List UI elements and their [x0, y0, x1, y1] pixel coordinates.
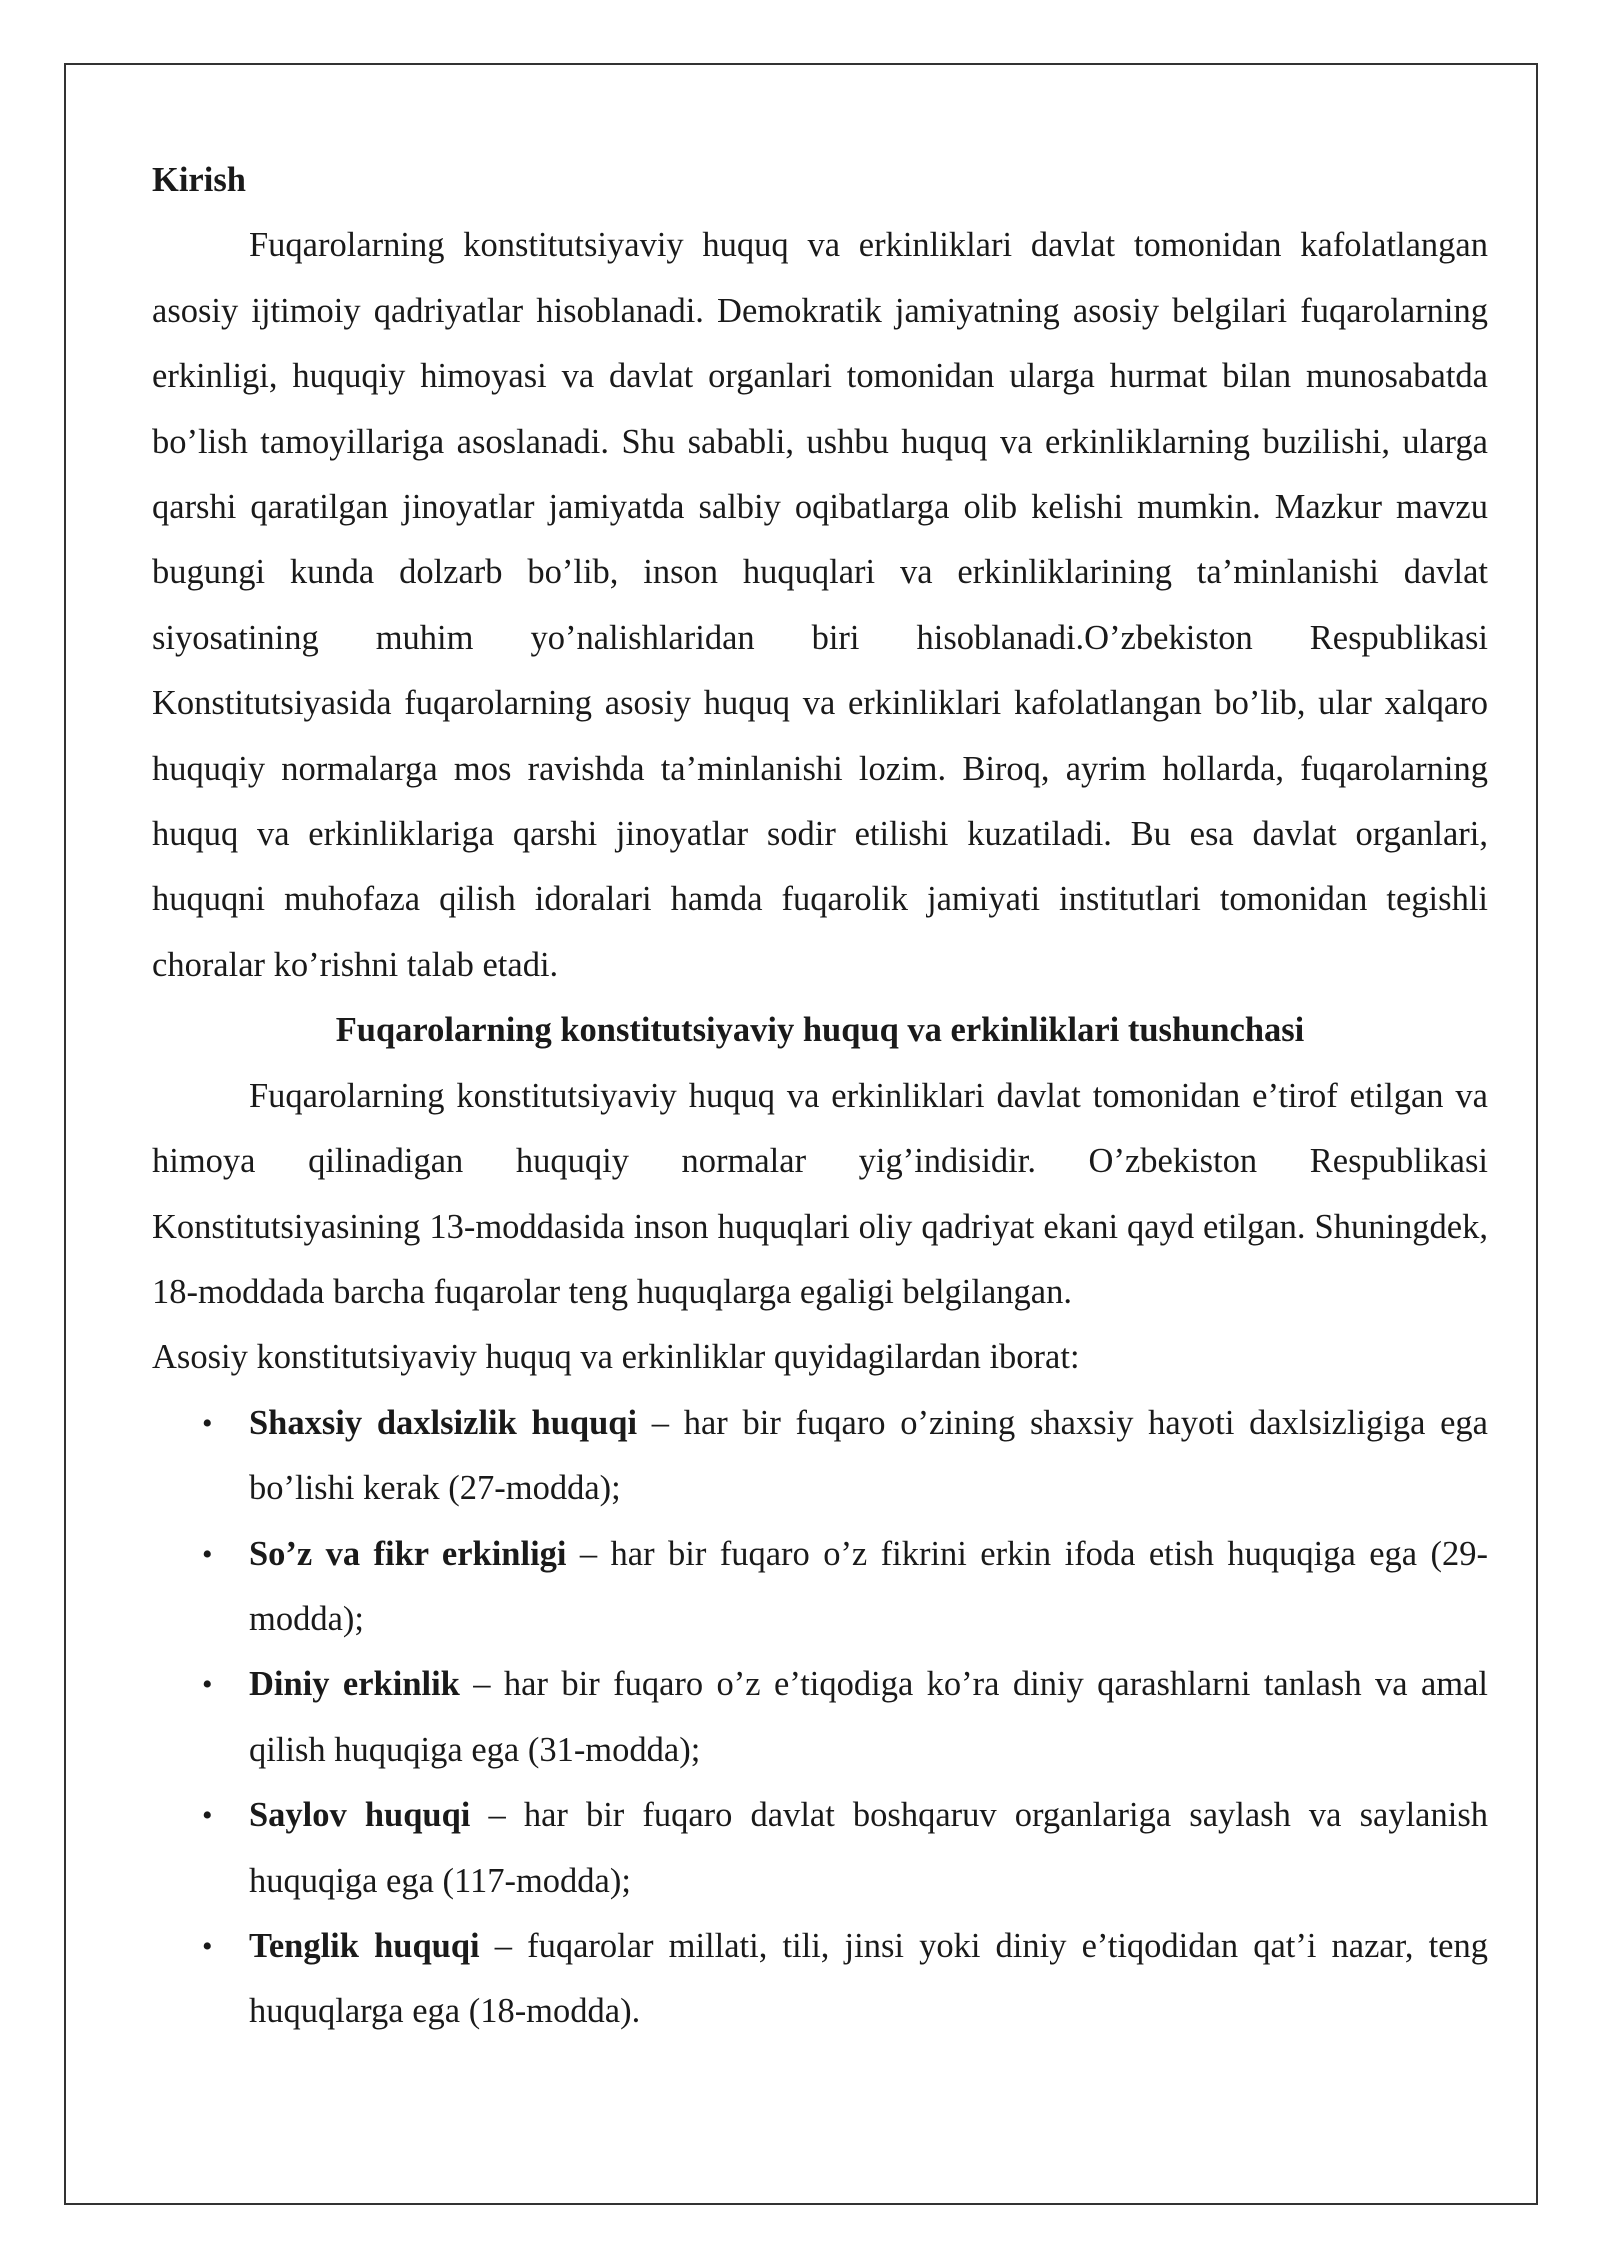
bullet-icon: •: [202, 1537, 213, 1571]
heading-kirish: Kirish: [152, 161, 246, 199]
list-item: [152, 1652, 1488, 1783]
right-term: Shaxsiy daxlsizlik huquqi: [249, 1403, 638, 1442]
right-description: – har bir fuqaro o’z e’tiqodiga ko’ra diniy qarashlarni tanlash va amal qilish huquqiga ega (31-modda);: [249, 1665, 1488, 1769]
right-description: – har bir fuqaro o’zining shaxsiy hayoti daxlsizligiga ega bo’lishi kerak (27-modda);: [249, 1403, 1488, 1508]
right-description: – har bir fuqaro o’z fikrini erkin ifoda etish huquqiga ega (29-modda);: [249, 1534, 1488, 1638]
list-intro: Asosiy konstitutsiyaviy huquq va erkinliklar quyidagilardan iborat:: [152, 1338, 1080, 1377]
right-term: Saylov huquqi: [249, 1796, 471, 1835]
bullet-icon: •: [202, 1668, 213, 1702]
list-item: [152, 1522, 1488, 1653]
bullet-icon: •: [202, 1799, 213, 1833]
rights-list: [152, 1391, 1488, 2045]
intro-paragraph: Fuqarolarning konstitutsiyaviy huquq va erkinliklari davlat tomonidan kafolatlangan asosiy ijtimoiy qadriyatlar hisoblanadi. Demokratik jamiyatning asosiy belgilari fuqarolarning erkinligi, huquqiy himoyasi va davlat organlari tomonidan ularga hurmat bilan munosabatda bo’lish tamoyillariga asoslanadi. Shu sababli, ushbu huquq va erkinliklarning buzilishi, ularga qarshi qaratilgan jinoyatlar jamiyatda salbiy oqibatlarga olib kelishi mumkin. Mazkur mavzu bugungi kunda dolzarb bo’lib, inson huquqlari va erkinliklarining ta’minlanishi davlat siyosatining muhim yo’nalishlaridan biri hisoblanadi.O’zbekiston Respublikasi Konstitutsiyasida fuqarolarning asosiy huquq va erkinliklari kafolatlangan bo’lib, ular xalqaro huquqiy normalarga mos ravishda ta’minlanishi lozim. Biroq, ayrim hollarda, fuqarolarning huquq va erkinliklariga qarshi jinoyatlar sodir etilishi kuzatiladi. Bu esa davlat organlari, huquqni muhofaza qilish idoralari hamda fuqarolik jamiyati institutlari tomonidan tegishli choralar ko’rishni talab etadi.: [152, 226, 1488, 984]
document-body: [152, 148, 1488, 2045]
right-term: Tenglik huquqi: [249, 1926, 480, 1965]
list-item: [152, 1783, 1488, 1914]
right-description: – har bir fuqaro davlat boshqaruv organlariga saylash va saylanish huquqiga ega (117-modda);: [249, 1796, 1488, 1900]
bullet-icon: •: [202, 1929, 213, 1963]
list-item: [152, 1914, 1488, 2045]
bullet-icon: •: [202, 1406, 213, 1440]
section-paragraph: Fuqarolarning konstitutsiyaviy huquq va erkinliklari davlat tomonidan e’tirof etilgan va himoya qilinadigan huquqiy normalar yig’indisidir. O’zbekiston Respublikasi Konstitutsiyasining 13-moddasida inson huquqlari oliy qadriyat ekani qayd etilgan. Shuningdek, 18-moddada barcha fuqarolar teng huquqlarga egaligi belgilangan.: [152, 1076, 1488, 1311]
right-term: Diniy erkinlik: [249, 1665, 460, 1704]
right-description: – fuqarolar millati, tili, jinsi yoki diniy e’tiqodidan qat’i nazar, teng huquqlarga ega (18-modda).: [249, 1926, 1488, 2031]
right-term: So’z va fikr erkinligi: [249, 1534, 567, 1573]
list-item: [152, 1391, 1488, 1522]
section-heading: Fuqarolarning konstitutsiyaviy huquq va erkinliklari tushunchasi: [335, 1011, 1305, 1050]
